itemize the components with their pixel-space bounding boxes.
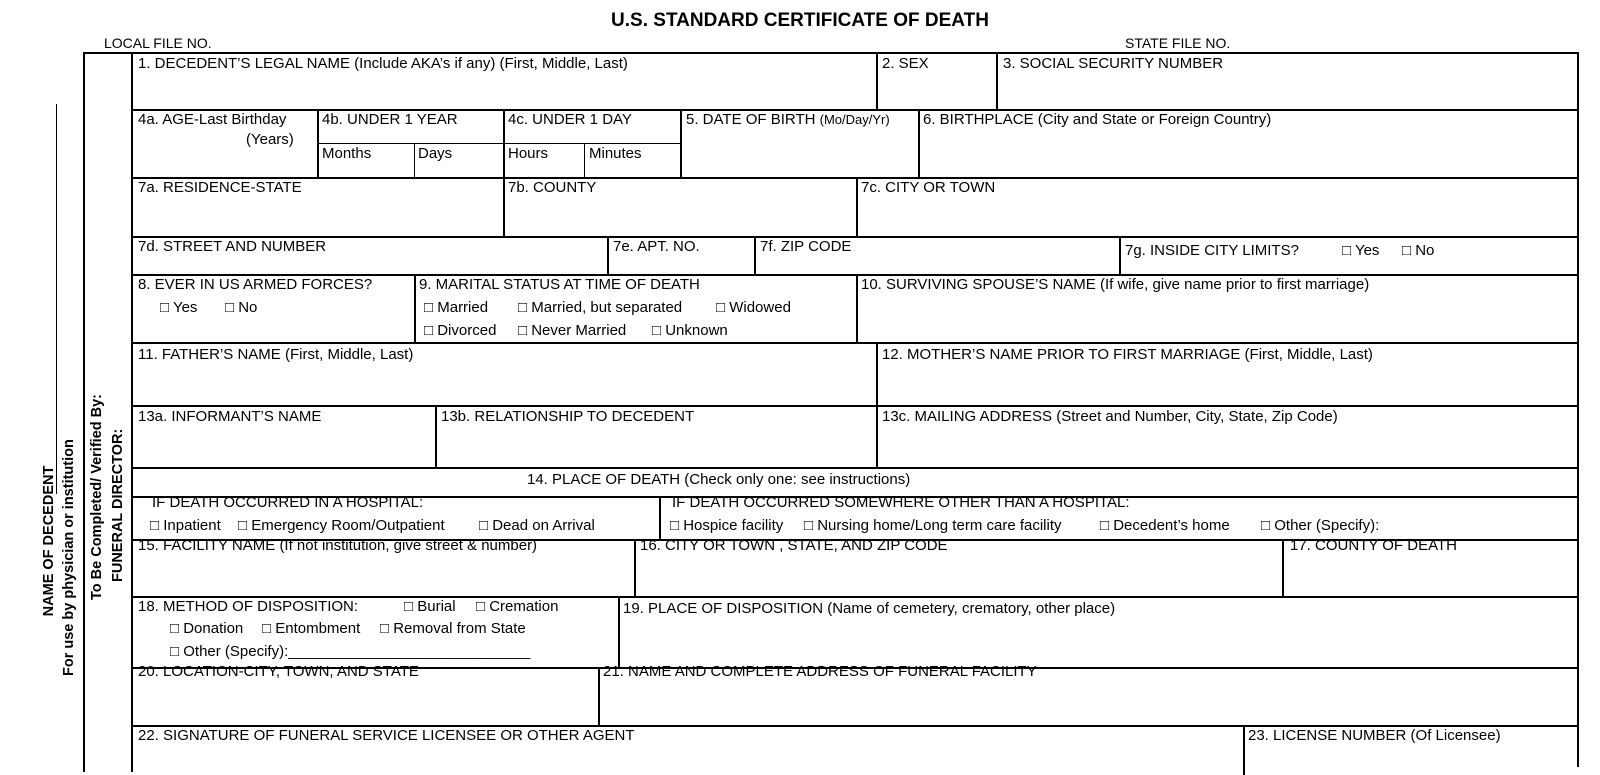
field-4a-years: (Years) [246, 131, 294, 148]
name-of-decedent-label: NAME OF DECEDENT [41, 465, 57, 617]
field-6-birthplace: 6. BIRTHPLACE (City and State or Foreign Country) [923, 111, 1272, 128]
page-title: U.S. STANDARD CERTIFICATE OF DEATH [611, 10, 989, 31]
field-2-sex: 2. SEX [882, 55, 929, 72]
field-8-armed-forces: 8. EVER IN US ARMED FORCES? [138, 276, 373, 293]
field-1-legal-name: 1. DECEDENT’S LEGAL NAME (Include AKA’s if any) (First, Middle, Last) [138, 55, 628, 72]
checkbox-dead-on-arrival[interactable]: □ Dead on Arrival [479, 517, 595, 534]
field-22-signature: 22. SIGNATURE OF FUNERAL SERVICE LICENSEE OR OTHER AGENT [138, 727, 635, 744]
field-7e-apt: 7e. APT. NO. [613, 238, 700, 255]
field-23-license-number: 23. LICENSE NUMBER (Of Licensee) [1248, 727, 1501, 744]
field-3-ssn: 3. SOCIAL SECURITY NUMBER [1003, 55, 1224, 72]
field-21-funeral-facility: 21. NAME AND COMPLETE ADDRESS OF FUNERAL FACILITY [603, 663, 1037, 680]
field-7d-street: 7d. STREET AND NUMBER [138, 238, 327, 255]
checkbox-widowed[interactable]: □ Widowed [716, 299, 791, 316]
checkbox-hospice[interactable]: □ Hospice facility [670, 517, 784, 534]
field-4c-hours: Hours [508, 145, 549, 162]
field-4b-months: Months [322, 145, 372, 162]
checkbox-removal[interactable]: □ Removal from State [380, 620, 526, 637]
field-4c-minutes: Minutes [589, 145, 642, 162]
checkbox-other-place[interactable]: □ Other (Specify): [1261, 517, 1380, 534]
checkbox-unknown[interactable]: □ Unknown [652, 322, 728, 339]
checkbox-er-outpatient[interactable]: □ Emergency Room/Outpatient [238, 517, 445, 534]
checkbox-inpatient[interactable]: □ Inpatient [150, 517, 221, 534]
field-9-marital-status: 9. MARITAL STATUS AT TIME OF DEATH [419, 276, 700, 293]
field-17-county-of-death: 17. COUNTY OF DEATH [1290, 537, 1457, 554]
field-7b-county: 7b. COUNTY [508, 179, 597, 196]
field-4c-under-1-day: 4c. UNDER 1 DAY [508, 111, 632, 128]
field-16-city-state-zip: 16. CITY OR TOWN , STATE, AND ZIP CODE [640, 537, 948, 554]
field-14-place-of-death: 14. PLACE OF DEATH (Check only one: see instructions) [527, 471, 911, 488]
checkbox-married-separated[interactable]: □ Married, but separated [518, 299, 683, 316]
field-7g-inside-city: 7g. INSIDE CITY LIMITS? [1125, 242, 1299, 259]
checkbox-armed-yes[interactable]: □ Yes [160, 299, 198, 316]
field-4b-days: Days [418, 145, 453, 162]
field-19-place-of-disposition: 19. PLACE OF DISPOSITION (Name of cemetery, crematory, other place) [623, 600, 1116, 617]
field-13b-relationship: 13b. RELATIONSHIP TO DECEDENT [441, 408, 695, 425]
checkbox-cremation[interactable]: □ Cremation [476, 598, 559, 615]
checkbox-decedents-home[interactable]: □ Decedent’s home [1100, 517, 1230, 534]
checkbox-armed-no[interactable]: □ No [225, 299, 258, 316]
field-5-dob: 5. DATE OF BIRTH (Mo/Day/Yr) [686, 111, 890, 128]
hospital-heading: IF DEATH OCCURRED IN A HOSPITAL: [152, 494, 424, 511]
field-11-father-name: 11. FATHER’S NAME (First, Middle, Last) [138, 346, 414, 363]
state-file-label: STATE FILE NO. [1125, 35, 1231, 51]
checkbox-other-disposition[interactable]: □ Other (Specify):_____________________________ [170, 643, 531, 660]
field-7f-zip: 7f. ZIP CODE [760, 238, 852, 255]
field-13c-mailing: 13c. MAILING ADDRESS (Street and Number, City, State, Zip Code) [882, 408, 1338, 425]
field-10-spouse-name: 10. SURVIVING SPOUSE’S NAME (If wife, give name prior to first marriage) [861, 276, 1370, 293]
field-4b-under-1-year: 4b. UNDER 1 YEAR [322, 111, 458, 128]
completed-by-label: To Be Completed/ Verified By: [89, 394, 105, 600]
checkbox-city-yes[interactable]: □ Yes [1342, 242, 1380, 259]
checkbox-entombment[interactable]: □ Entombment [262, 620, 361, 637]
checkbox-married[interactable]: □ Married [424, 299, 489, 316]
for-use-by-label: For use by physician or institution [61, 439, 77, 676]
checkbox-city-no[interactable]: □ No [1402, 242, 1435, 259]
local-file-label: LOCAL FILE NO. [104, 35, 212, 51]
field-15-facility-name: 15. FACILITY NAME (If not institution, give street & number) [138, 537, 538, 554]
field-20-location: 20. LOCATION-CITY, TOWN, AND STATE [138, 663, 419, 680]
field-4a-age: 4a. AGE-Last Birthday [138, 111, 287, 128]
field-7a-residence-state: 7a. RESIDENCE-STATE [138, 179, 302, 196]
checkbox-donation[interactable]: □ Donation [170, 620, 244, 637]
checkbox-divorced[interactable]: □ Divorced [424, 322, 497, 339]
field-7c-city: 7c. CITY OR TOWN [861, 179, 996, 196]
field-13a-informant: 13a. INFORMANT’S NAME [138, 408, 322, 425]
checkbox-nursing-home[interactable]: □ Nursing home/Long term care facility [804, 517, 1062, 534]
checkbox-never-married[interactable]: □ Never Married [518, 322, 627, 339]
field-18-disposition-method: 18. METHOD OF DISPOSITION: [138, 598, 359, 615]
non-hospital-heading: IF DEATH OCCURRED SOMEWHERE OTHER THAN A HOSPITAL: [672, 494, 1130, 511]
field-12-mother-name: 12. MOTHER’S NAME PRIOR TO FIRST MARRIAGE (First, Middle, Last) [882, 346, 1373, 363]
funeral-director-label: FUNERAL DIRECTOR: [110, 428, 126, 582]
checkbox-burial[interactable]: □ Burial [404, 598, 456, 615]
